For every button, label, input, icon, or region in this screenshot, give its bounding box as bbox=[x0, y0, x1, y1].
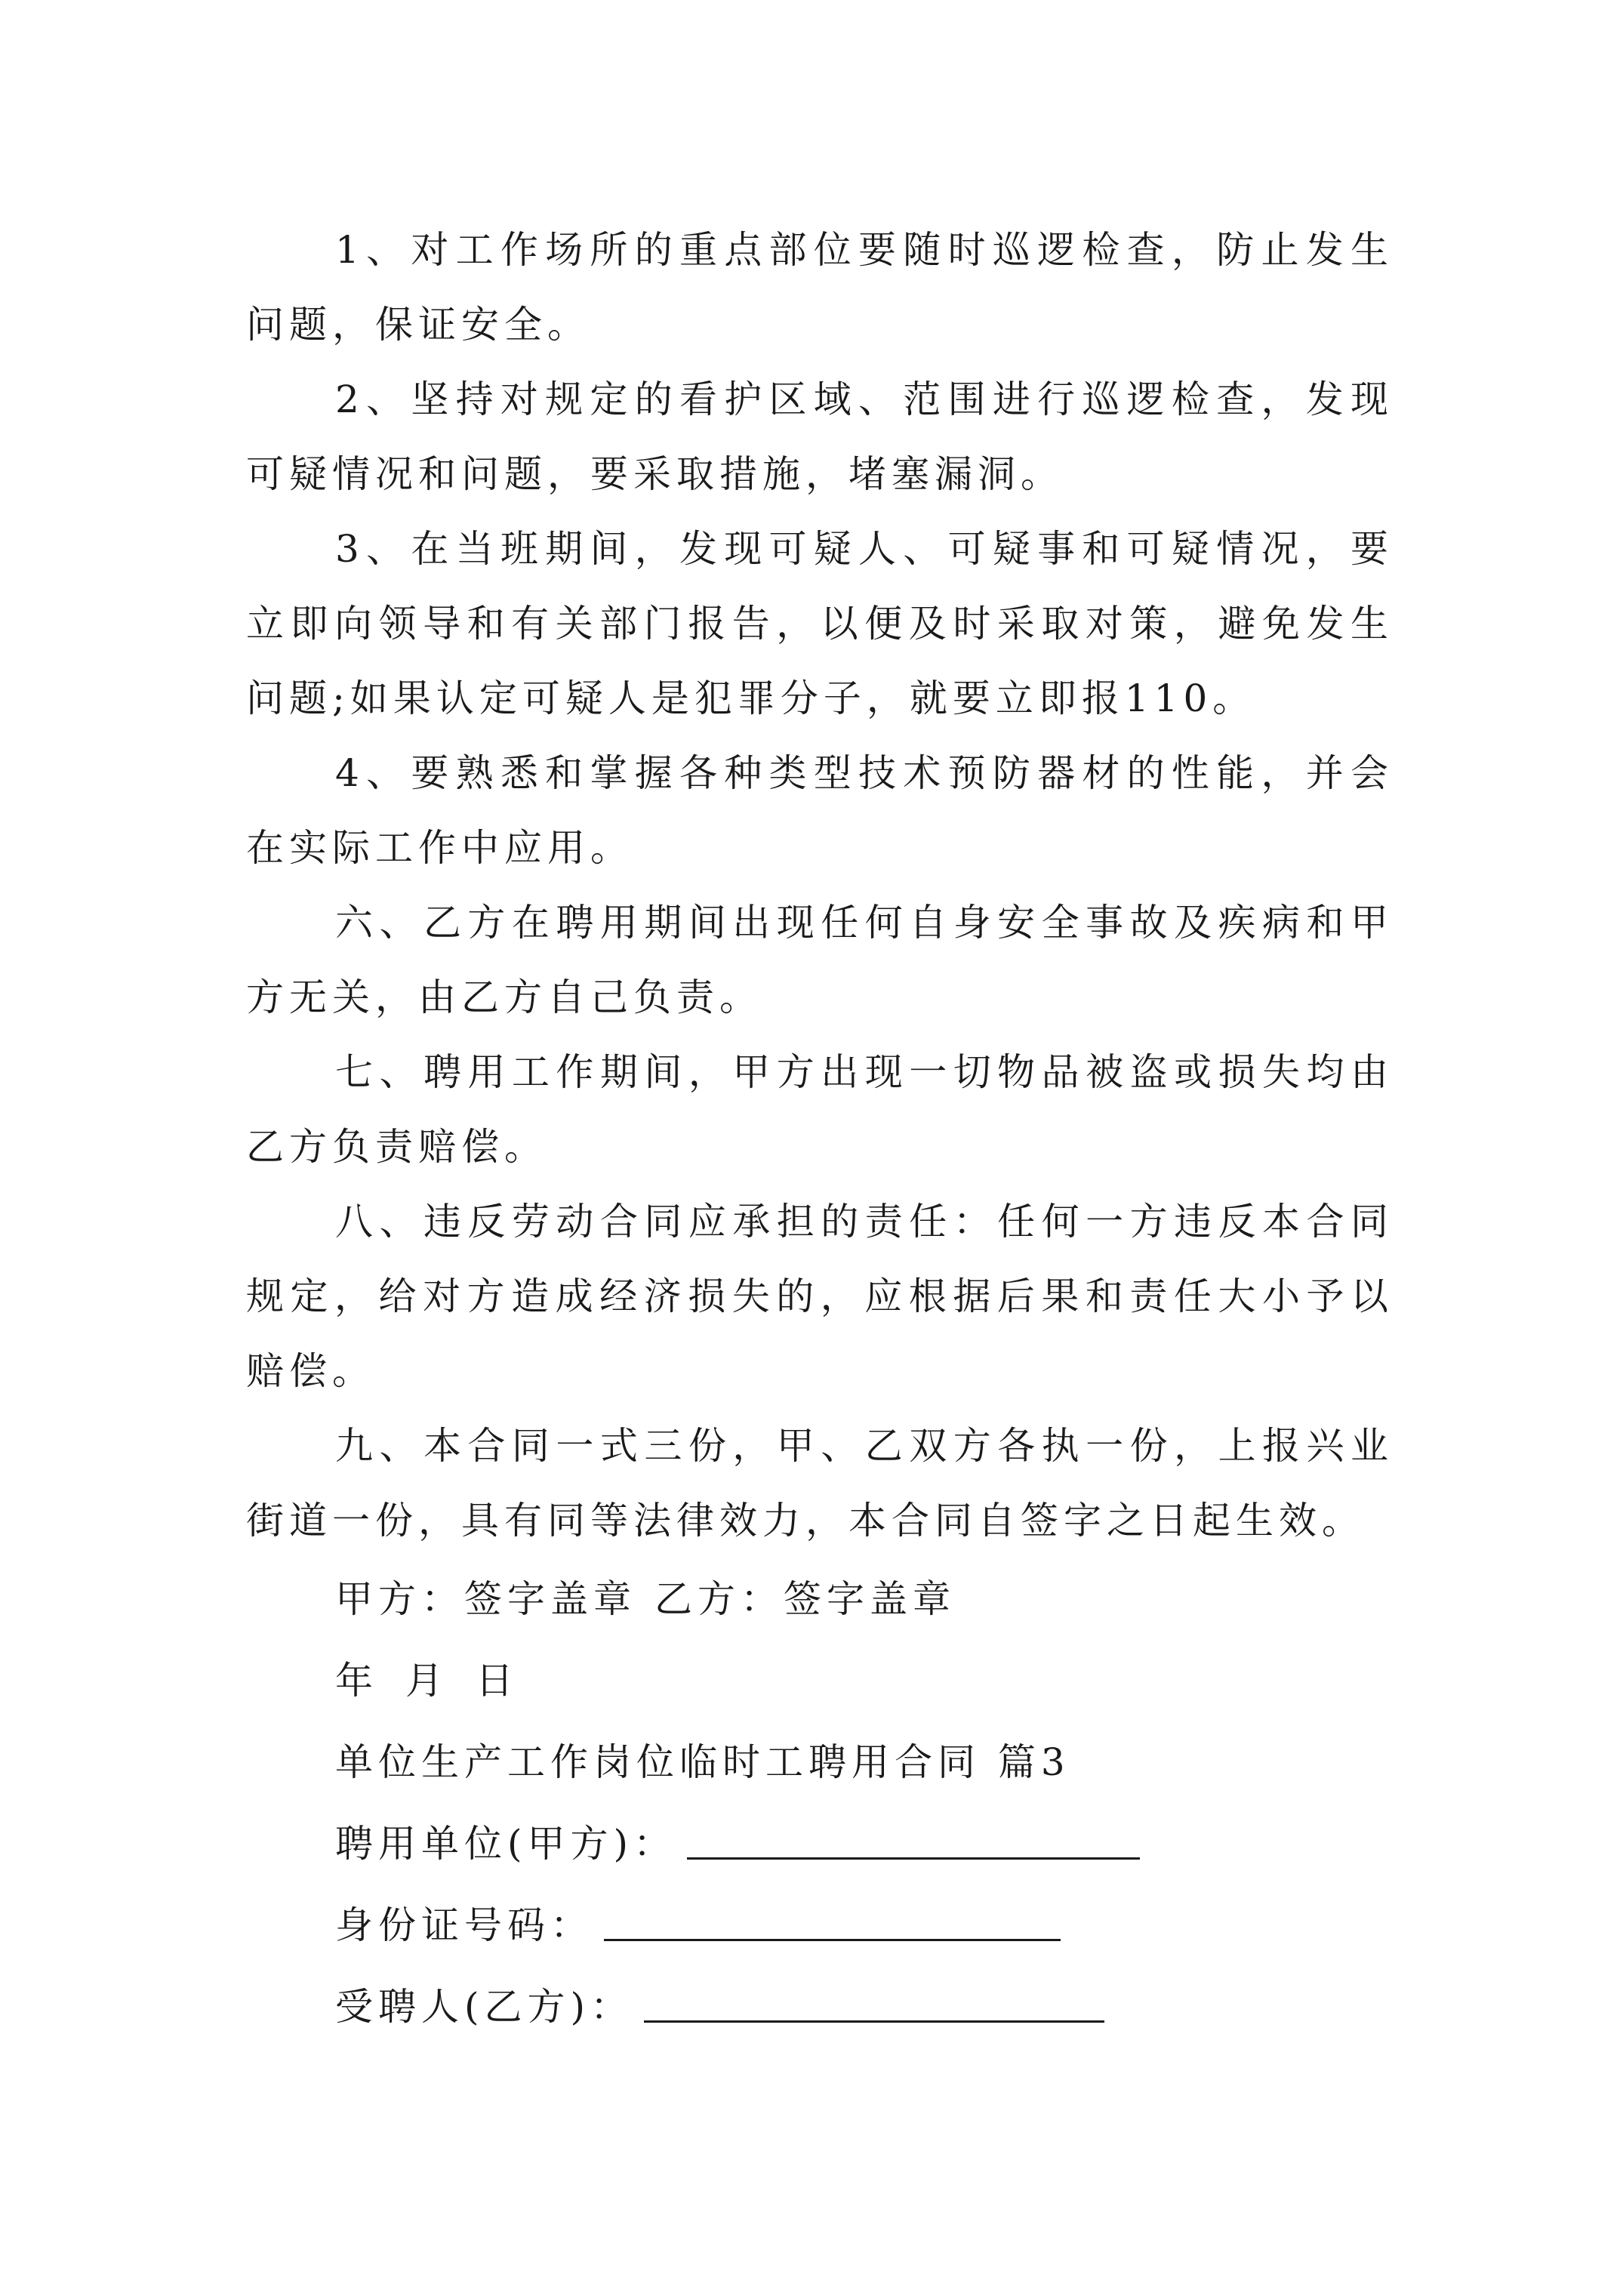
party-b-signature: 乙方：签字盖章 bbox=[654, 1577, 956, 1621]
signature-line bbox=[246, 1558, 1394, 1640]
clause-1: 1、对工作场所的重点部位要随时巡逻检查，防止发生问题，保证安全。 bbox=[246, 228, 1394, 347]
employer-field bbox=[246, 1803, 1394, 1885]
employer-blank[interactable] bbox=[687, 1820, 1140, 1860]
party-a-signature: 甲方：签字盖章 bbox=[335, 1577, 636, 1621]
document-page bbox=[246, 213, 1394, 2048]
employee-label: 受聘人(乙方)： bbox=[335, 1985, 634, 2029]
clause-6: 六、乙方在聘用期间出现任何自身安全事故及疾病和甲方无关，由乙方自己负责。 bbox=[246, 901, 1394, 1019]
clause-3: 3、在当班期间，发现可疑人、可疑事和可疑情况，要立即向领导和有关部门报告，以便及时采取对策，避免发生问题;如果认定可疑人是犯罪分子，就要立即报110。 bbox=[246, 527, 1394, 720]
clause-4: 4、要熟悉和掌握各种类型技术预防器材的性能，并会在实际工作中应用。 bbox=[246, 751, 1394, 870]
date-line bbox=[246, 1640, 1394, 1721]
date-day: 日 bbox=[476, 1659, 519, 1703]
clause-2: 2、坚持对规定的看护区域、范围进行巡逻检查，发现可疑情况和问题，要采取措施，堵塞漏洞。 bbox=[246, 378, 1394, 496]
section-title: 单位生产工作岗位临时工聘用合同 篇3 bbox=[335, 1740, 1070, 1784]
id-number-label: 身份证号码： bbox=[335, 1903, 593, 1947]
employee-blank[interactable] bbox=[644, 1983, 1104, 2023]
id-number-blank[interactable] bbox=[604, 1901, 1061, 1941]
employee-field bbox=[246, 1966, 1394, 2048]
clause-8: 八、违反劳动合同应承担的责任：任何一方违反本合同规定，给对方造成经济损失的，应根据后果和责任大小予以赔偿。 bbox=[246, 1200, 1394, 1393]
id-number-field bbox=[246, 1885, 1394, 1966]
date-month: 月 bbox=[405, 1659, 448, 1703]
date-year: 年 bbox=[335, 1659, 378, 1703]
clause-7: 七、聘用工作期间，甲方出现一切物品被盗或损失均由乙方负责赔偿。 bbox=[246, 1050, 1394, 1169]
clause-9: 九、本合同一式三份，甲、乙双方各执一份，上报兴业街道一份，具有同等法律效力，本合同自签字之日起生效。 bbox=[246, 1424, 1394, 1542]
employer-label: 聘用单位(甲方)： bbox=[335, 1822, 677, 1866]
